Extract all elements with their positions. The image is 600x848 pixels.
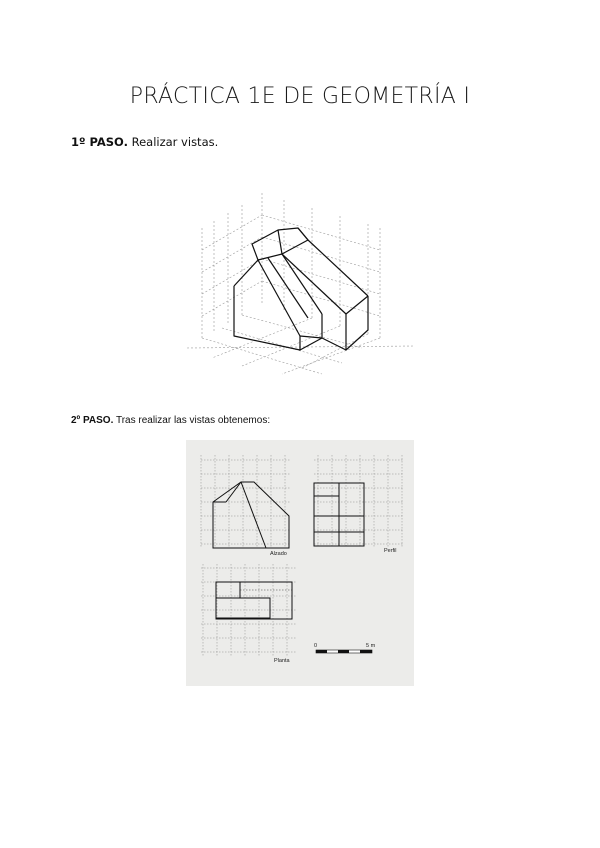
scale-bar <box>314 643 376 653</box>
planta-grid <box>201 564 296 656</box>
step-2-heading <box>71 415 270 426</box>
step-1-heading <box>71 135 218 149</box>
alzado-outline <box>213 482 289 548</box>
perfil-grid <box>314 455 404 548</box>
planta-label: Planta <box>274 658 290 664</box>
scale-end: 5 m <box>366 643 376 649</box>
step-2-label: 2º PASO. <box>71 415 114 426</box>
isometric-drawing <box>182 188 414 378</box>
planta-outline <box>216 582 292 619</box>
scale-start: 0 <box>314 643 318 649</box>
step-1-label: 1º PASO. <box>71 135 128 149</box>
step-2-text: Tras realizar las vistas obtenemos: <box>113 415 271 426</box>
perfil-label: Perfil <box>384 548 397 554</box>
page-title: PRÁCTICA 1E DE GEOMETRÍA I <box>129 84 471 109</box>
step-1-text: Realizar vistas. <box>127 135 219 149</box>
solid-object <box>234 228 368 350</box>
alzado-label: Alzado <box>270 551 287 557</box>
perfil-outline <box>314 483 364 546</box>
orthographic-views-scan <box>186 440 414 686</box>
